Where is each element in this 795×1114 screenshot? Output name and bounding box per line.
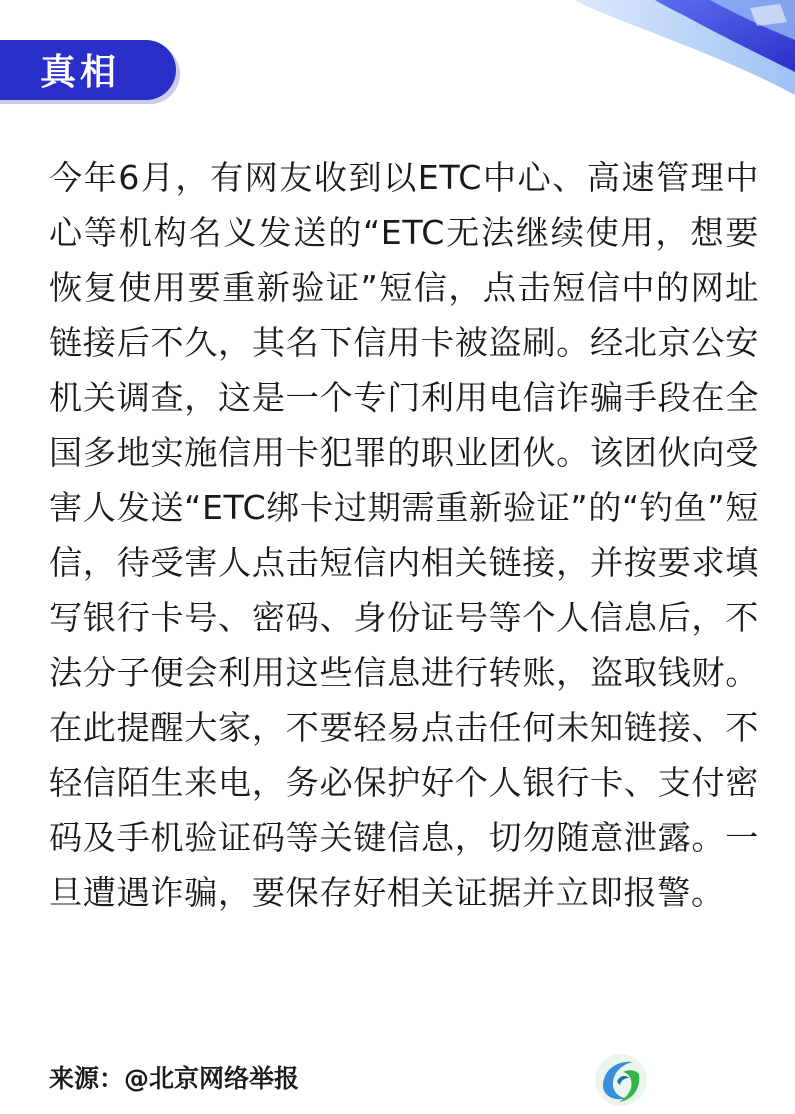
- corner-decoration-graphic: [535, 0, 795, 110]
- source-label: 来源：@北京网络举报: [49, 1064, 300, 1093]
- article-body: 今年6月，有网友收到以ETC中心、高速管理中心等机构名义发送的“ETC无法继续使用，想要恢复使用要重新验证”短信，点击短信中的网址链接后不久，其名下信用卡被盗刷。经北京公安机关调查，这是一个专门利用电信诈骗手段在全国多地实施信用卡犯罪的职业团伙。该团伙向受害人发送“ETC绑卡过期需重新验证”的“钓鱼”短信，待受害人点击短信内相关链接，并按要求填写银行卡号、密码、身份证号等个人信息后，不法分子便会利用这些信息进行转账，盗取钱财。在此提醒大家，不要轻易点击任何未知链接、不轻信陌生来电，务必保护好个人银行卡、支付密码及手机验证码等关键信息，切勿随意泄露。一旦遭遇诈骗，要保存好相关证据并立即报警。: [49, 158, 759, 912]
- swirl-logo-icon: [593, 1052, 649, 1108]
- title-banner: [0, 40, 192, 106]
- page-title: 真相: [40, 52, 121, 93]
